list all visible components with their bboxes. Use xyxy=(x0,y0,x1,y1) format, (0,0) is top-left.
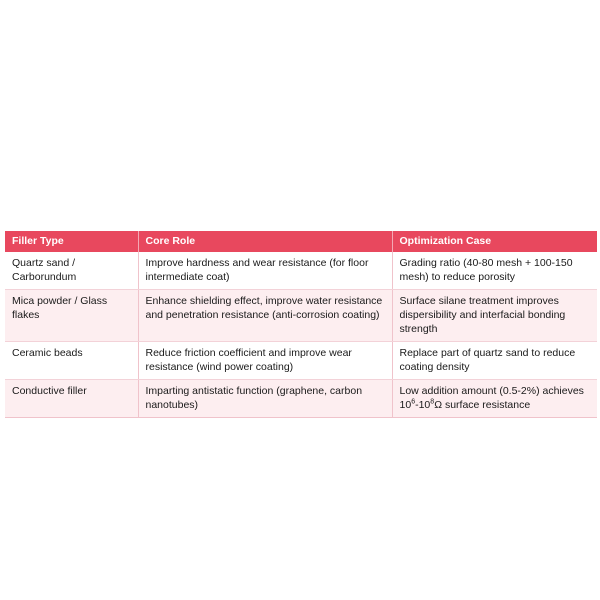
cell-core-role: Imparting antistatic function (graphene, carbon nanotubes) xyxy=(138,380,392,418)
table-row xyxy=(5,342,597,380)
cell-filler-type: Mica powder / Glass flakes xyxy=(5,290,138,342)
filler-type-table-container xyxy=(5,231,597,418)
cell-core-role: Improve hardness and wear resistance (for floor intermediate coat) xyxy=(138,252,392,290)
cell-optimization-case: Replace part of quartz sand to reduce coating density xyxy=(392,342,597,380)
cell-filler-type: Conductive filler xyxy=(5,380,138,418)
table-body xyxy=(5,252,597,418)
cell-core-role: Reduce friction coefficient and improve wear resistance (wind power coating) xyxy=(138,342,392,380)
table-header-row xyxy=(5,231,597,252)
resistance-text-prefix: Low addition amount (0.5-2%) achieves 10 xyxy=(399,385,584,411)
table-row xyxy=(5,380,597,418)
resistance-text-mid: -10 xyxy=(415,399,431,411)
column-header-filler-type: Filler Type xyxy=(5,231,138,252)
filler-type-table xyxy=(5,231,597,418)
table-row xyxy=(5,252,597,290)
column-header-core-role: Core Role xyxy=(138,231,392,252)
cell-optimization-case: Grading ratio (40-80 mesh + 100-150 mesh) to reduce porosity xyxy=(392,252,597,290)
table-header xyxy=(5,231,597,252)
resistance-text-suffix: Ω surface resistance xyxy=(434,399,531,411)
resistance-exponent-low: 6 xyxy=(411,398,416,406)
cell-filler-type: Ceramic beads xyxy=(5,342,138,380)
cell-core-role: Enhance shielding effect, improve water resistance and penetration resistance (anti-corrosion coating) xyxy=(138,290,392,342)
table-row xyxy=(5,290,597,342)
cell-filler-type: Quartz sand / Carborundum xyxy=(5,252,138,290)
cell-optimization-case: Surface silane treatment improves dispersibility and interfacial bonding strength xyxy=(392,290,597,342)
column-header-optimization-case: Optimization Case xyxy=(392,231,597,252)
cell-optimization-case xyxy=(392,380,597,418)
resistance-exponent-high: 8 xyxy=(430,398,435,406)
